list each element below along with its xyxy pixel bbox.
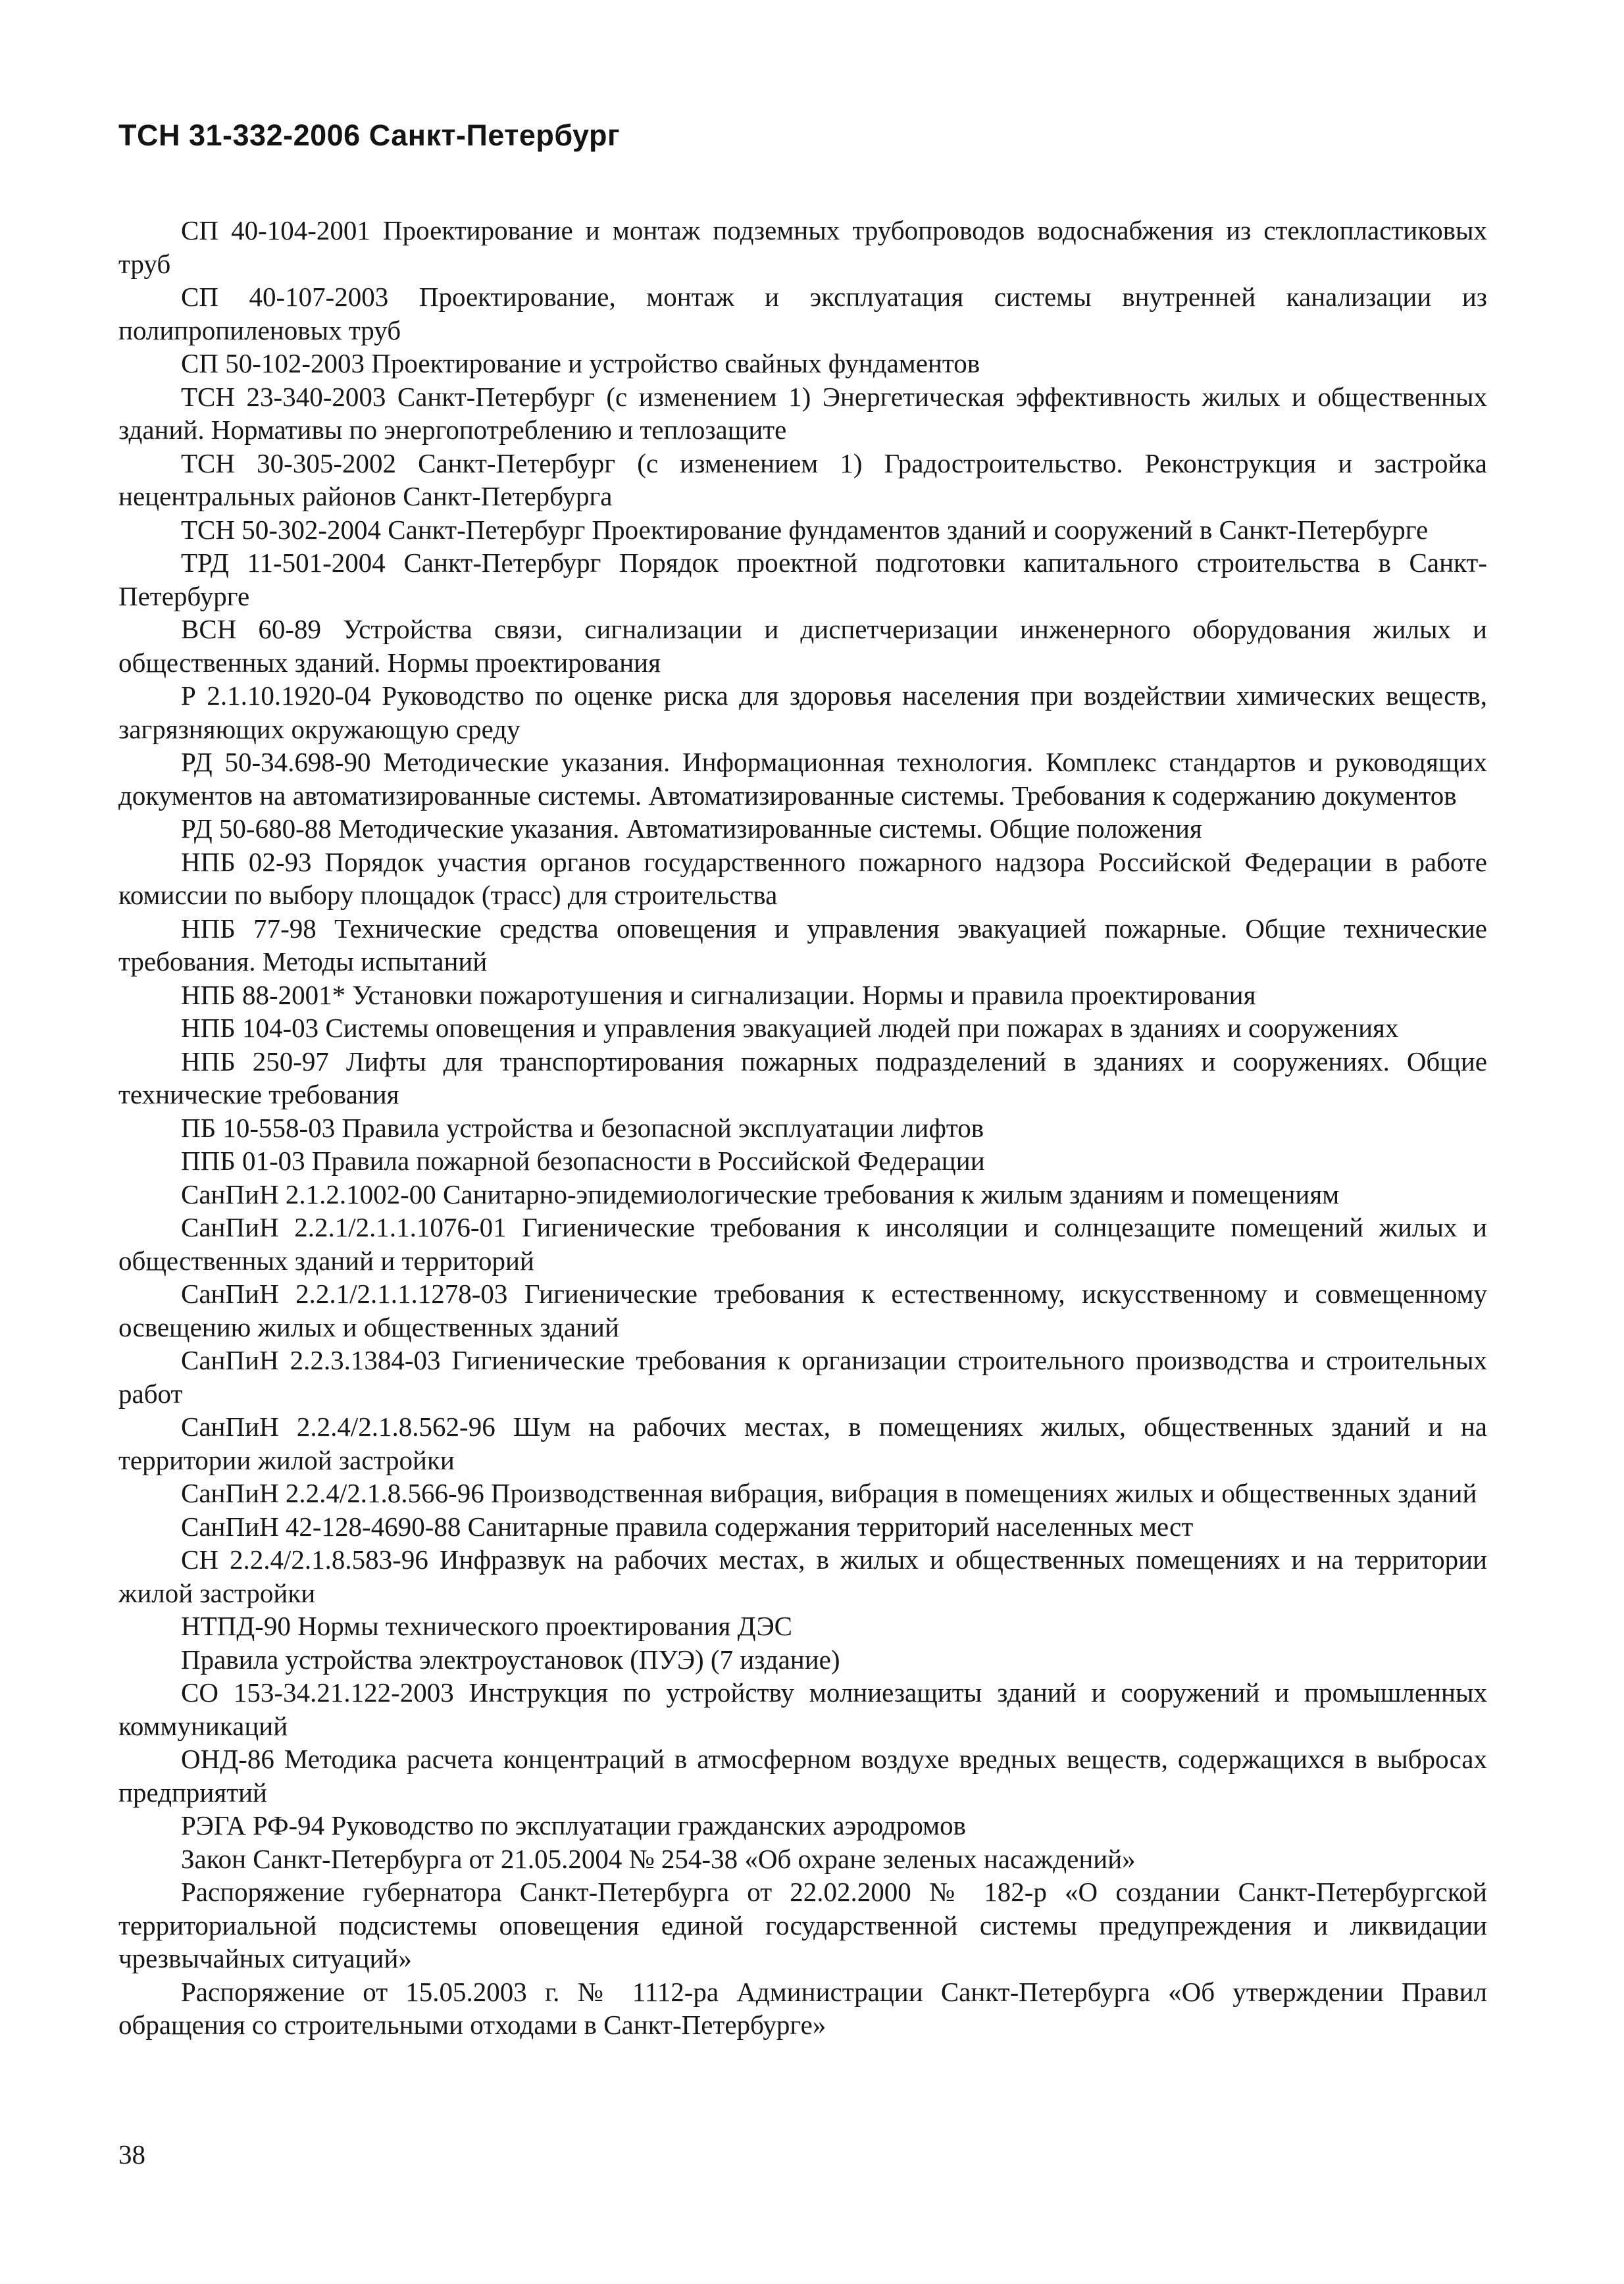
reference-entry: Закон Санкт-Петербурга от 21.05.2004 № 254-38 «Об охране зеленых насаждений» — [181, 1843, 1136, 1874]
reference-entry: СанПиН 2.2.1/2.1.1.1076-01 Гигиенические требования к инсоляции и солнцезащите помещений жилых и общественных зданий и территорий — [118, 1212, 1487, 1276]
running-header: ТСН 31-332-2006 Санкт-Петербург — [118, 118, 621, 152]
reference-entry: РД 50-680-88 Методические указания. Автоматизированные системы. Общие положения — [181, 813, 1202, 844]
reference-entry: ППБ 01-03 Правила пожарной безопасности в Российской Федерации — [181, 1146, 985, 1176]
reference-entry: ТСН 30-305-2002 Санкт-Петербург (с изменением 1) Градостроительство. Реконструкция и застройка нецентральных районов Санкт-Петербурга — [118, 447, 1487, 511]
reference-entry: СО 153-34.21.122-2003 Инструкция по устройству молниезащиты зданий и сооружений и промышленных коммуникаций — [118, 1677, 1487, 1741]
reference-entry: СанПиН 2.1.2.1002-00 Санитарно-эпидемиологические требования к жилым зданиям и помещениям — [181, 1179, 1340, 1209]
reference-entry: СанПиН 2.2.1/2.1.1.1278-03 Гигиенические требования к естественному, искусственному и совмещенному освещению жилых и общественных зданий — [118, 1279, 1487, 1342]
reference-list — [118, 214, 1487, 2042]
reference-entry: НТПД-90 Нормы технического проектирования ДЭС — [181, 1611, 793, 1641]
reference-entry: СП 40-104-2001 Проектирование и монтаж подземных трубопроводов водоснабжения из стеклопластиковых труб — [118, 215, 1487, 279]
reference-entry: ТСН 23-340-2003 Санкт-Петербург (с изменением 1) Энергетическая эффективность жилых и общественных зданий. Нормативы по энергопотреблению и теплозащите — [118, 381, 1487, 445]
reference-entry: НПБ 104-03 Системы оповещения и управления эвакуацией людей при пожарах в зданиях и сооружениях — [181, 1013, 1399, 1043]
reference-entry: Распоряжение губернатора Санкт-Петербурга от 22.02.2000 № 182-р «О создании Санкт-Петербургской территориальной подсистемы оповещения единой государственной системы предупреждения и ликвидации чрезвычайных ситуаций» — [118, 1877, 1487, 1973]
reference-entry: РД 50-34.698-90 Методические указания. Информационная технология. Комплекс стандартов и руководящих документов на автоматизированные системы. Автоматизированные системы. Требования к содержанию документов — [118, 747, 1487, 811]
reference-entry: НПБ 77-98 Технические средства оповещения и управления эвакуацией пожарные. Общие технические требования. Методы испытаний — [118, 913, 1487, 977]
reference-entry: НПБ 250-97 Лифты для транспортирования пожарных подразделений в зданиях и сооружениях. Общие технические требования — [118, 1046, 1487, 1109]
reference-entry: НПБ 02-93 Порядок участия органов государственного пожарного надзора Российской Федерации в работе комиссии по выбору площадок (трасс) для строительства — [118, 846, 1487, 910]
page-number: 38 — [118, 2139, 145, 2170]
reference-entry: РЭГА РФ-94 Руководство по эксплуатации гражданских аэродромов — [181, 1810, 966, 1840]
reference-entry: НПБ 88-2001* Установки пожаротушения и сигнализации. Нормы и правила проектирования — [181, 979, 1256, 1010]
reference-entry: СанПиН 2.2.4/2.1.8.562-96 Шум на рабочих местах, в помещениях жилых, общественных зданий и на территории жилой застройки — [118, 1411, 1487, 1475]
reference-entry: ТСН 50-302-2004 Санкт-Петербург Проектирование фундаментов зданий и сооружений в Санкт-Петербурге — [181, 514, 1429, 545]
reference-entry: СанПиН 2.2.4/2.1.8.566-96 Производственная вибрация, вибрация в помещениях жилых и общественных зданий — [181, 1478, 1477, 1508]
reference-entry: ТРД 11-501-2004 Санкт-Петербург Порядок проектной подготовки капитального строительства в Санкт-Петербурге — [118, 547, 1487, 611]
reference-entry: Р 2.1.10.1920-04 Руководство по оценке риска для здоровья населения при воздействии химических веществ, загрязняющих окружающую среду — [118, 680, 1487, 744]
reference-entry: СанПиН 2.2.3.1384-03 Гигиенические требования к организации строительного производства и строительных работ — [118, 1345, 1487, 1409]
reference-entry: ВСН 60-89 Устройства связи, сигнализации и диспетчеризации инженерного оборудования жилых и общественных зданий. Нормы проектирования — [118, 614, 1487, 678]
reference-entry: СН 2.2.4/2.1.8.583-96 Инфразвук на рабочих местах, в жилых и общественных помещениях и на территории жилой застройки — [118, 1544, 1487, 1608]
reference-entry: СП 50-102-2003 Проектирование и устройство свайных фундаментов — [181, 348, 980, 378]
reference-entry: ОНД-86 Методика расчета концентраций в атмосферном воздухе вредных веществ, содержащихся в выбросах предприятий — [118, 1744, 1487, 1808]
reference-entry: Распоряжение от 15.05.2003 г. № 1112-ра Администрации Санкт-Петербурга «Об утверждении Правил обращения со строительными отходами в Санкт-Петербурге» — [118, 1976, 1487, 2040]
reference-entry: СП 40-107-2003 Проектирование, монтаж и эксплуатация системы внутренней канализации из полипропиленовых труб — [118, 282, 1487, 345]
reference-entry: СанПиН 42-128-4690-88 Санитарные правила содержания территорий населенных мест — [181, 1511, 1194, 1542]
reference-entry: Правила устройства электроустановок (ПУЭ) (7 издание) — [181, 1644, 840, 1675]
reference-entry: ПБ 10-558-03 Правила устройства и безопасной эксплуатации лифтов — [181, 1112, 984, 1143]
